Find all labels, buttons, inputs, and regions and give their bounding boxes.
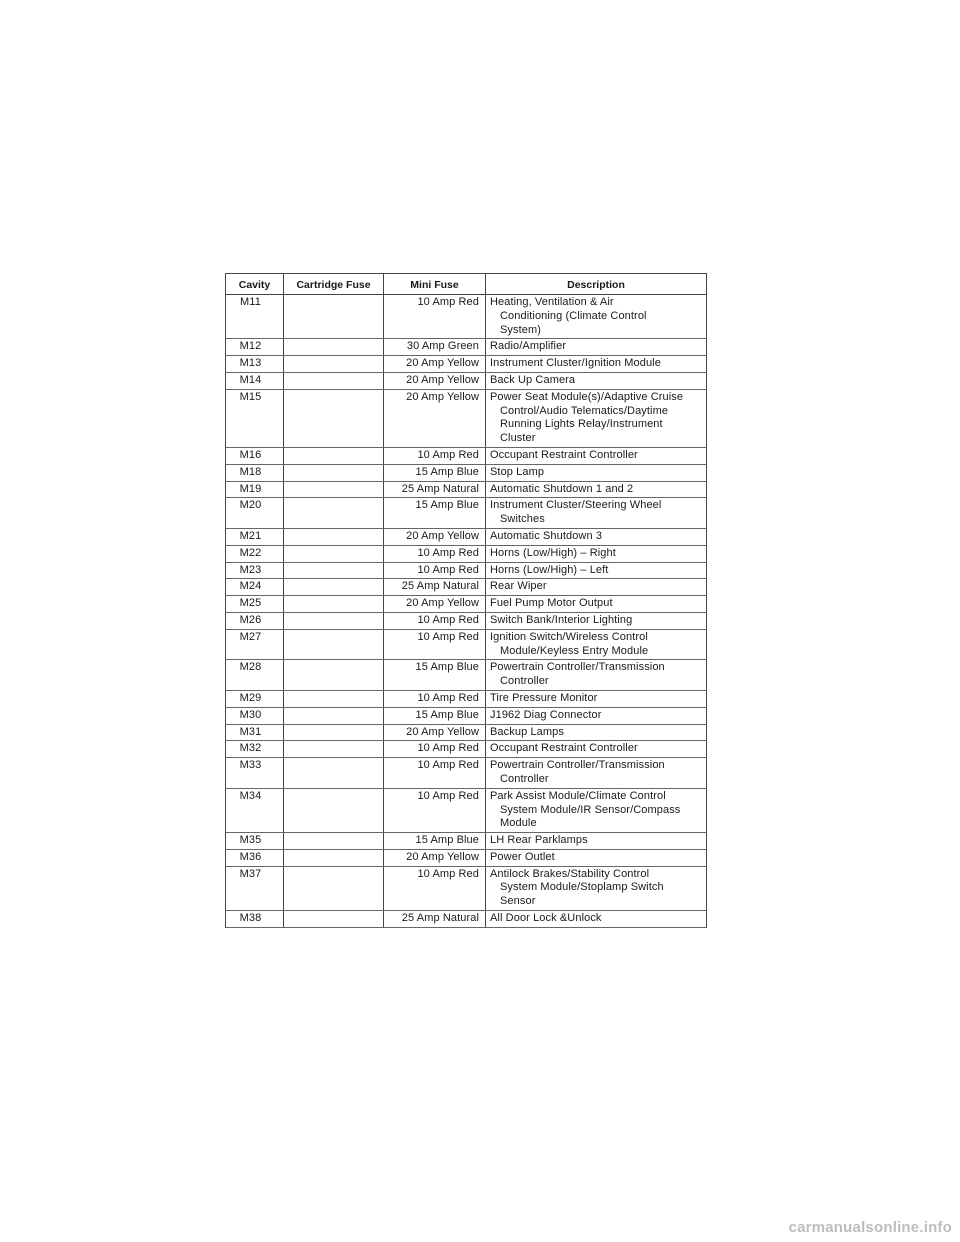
cell-description — [486, 562, 707, 579]
cell-mini-fuse: 10 Amp Red — [384, 562, 486, 579]
cell-mini-fuse: 10 Amp Red — [384, 295, 486, 339]
table-row — [226, 498, 707, 529]
table-row — [226, 481, 707, 498]
table-row — [226, 707, 707, 724]
description-line: Park Assist Module/Climate Control — [490, 789, 666, 802]
cell-mini-fuse: 20 Amp Yellow — [384, 849, 486, 866]
cell-description — [486, 911, 707, 928]
cell-cavity: M22 — [226, 545, 284, 562]
description-line: System Module/Stoplamp Switch — [500, 881, 664, 894]
description-line: Power Seat Module(s)/Adaptive Cruise — [490, 390, 684, 403]
cell-cartridge-fuse — [284, 596, 384, 613]
cell-cavity: M35 — [226, 833, 284, 850]
description-line: Control/Audio Telematics/Daytime — [500, 404, 669, 417]
description-line: Stop Lamp — [490, 465, 545, 478]
cell-cavity: M19 — [226, 481, 284, 498]
cell-cartridge-fuse — [284, 372, 384, 389]
description-line: Switches — [500, 513, 545, 526]
cell-description — [486, 788, 707, 832]
cell-mini-fuse: 15 Amp Blue — [384, 833, 486, 850]
cell-mini-fuse: 15 Amp Blue — [384, 660, 486, 691]
table-row — [226, 295, 707, 339]
cell-description — [486, 866, 707, 910]
cell-cartridge-fuse — [284, 464, 384, 481]
cell-mini-fuse: 15 Amp Blue — [384, 707, 486, 724]
cell-description — [486, 629, 707, 660]
cell-cavity: M13 — [226, 356, 284, 373]
description-line: Controller — [500, 772, 549, 785]
cell-mini-fuse: 20 Amp Yellow — [384, 372, 486, 389]
description-line: Powertrain Controller/Transmission — [490, 759, 665, 772]
cell-description — [486, 464, 707, 481]
description-line: Instrument Cluster/Ignition Module — [490, 357, 661, 370]
cell-cavity: M14 — [226, 372, 284, 389]
cell-cavity: M26 — [226, 612, 284, 629]
description-line: Switch Bank/Interior Lighting — [490, 613, 633, 626]
table-row — [226, 447, 707, 464]
cell-description — [486, 596, 707, 613]
cell-cartridge-fuse — [284, 389, 384, 447]
cell-cartridge-fuse — [284, 295, 384, 339]
cell-cartridge-fuse — [284, 562, 384, 579]
cell-cartridge-fuse — [284, 356, 384, 373]
cell-cavity: M25 — [226, 596, 284, 613]
description-line: Power Outlet — [490, 850, 555, 863]
cell-description — [486, 372, 707, 389]
watermark: carmanualsonline.info — [788, 1219, 952, 1236]
description-line: System) — [500, 323, 542, 336]
cell-description — [486, 447, 707, 464]
cell-cartridge-fuse — [284, 481, 384, 498]
table-row — [226, 389, 707, 447]
table-row — [226, 741, 707, 758]
cell-mini-fuse: 25 Amp Natural — [384, 579, 486, 596]
cell-cavity: M11 — [226, 295, 284, 339]
cell-cartridge-fuse — [284, 741, 384, 758]
table-row — [226, 758, 707, 789]
cell-cavity: M24 — [226, 579, 284, 596]
cell-cavity: M16 — [226, 447, 284, 464]
cell-cartridge-fuse — [284, 498, 384, 529]
cell-cavity: M27 — [226, 629, 284, 660]
cell-description — [486, 295, 707, 339]
table-row — [226, 612, 707, 629]
description-line: Occupant Restraint Controller — [490, 448, 638, 461]
description-line: Occupant Restraint Controller — [490, 742, 638, 755]
cell-description — [486, 481, 707, 498]
cell-cavity: M12 — [226, 339, 284, 356]
cell-cartridge-fuse — [284, 579, 384, 596]
table-row — [226, 356, 707, 373]
table-row — [226, 596, 707, 613]
description-line: Ignition Switch/Wireless Control — [490, 630, 648, 643]
cell-mini-fuse: 10 Amp Red — [384, 741, 486, 758]
description-line: Horns (Low/High) – Right — [490, 546, 616, 559]
header-description: Description — [486, 274, 707, 295]
description-line: Tire Pressure Monitor — [490, 691, 598, 704]
table-row — [226, 528, 707, 545]
cell-description — [486, 849, 707, 866]
table-header-row — [226, 274, 707, 295]
description-line: All Door Lock &Unlock — [490, 912, 602, 925]
cell-cartridge-fuse — [284, 690, 384, 707]
header-cavity: Cavity — [226, 274, 284, 295]
description-line: Radio/Amplifier — [490, 340, 567, 353]
cell-cartridge-fuse — [284, 612, 384, 629]
table-row — [226, 866, 707, 910]
cell-cartridge-fuse — [284, 528, 384, 545]
cell-mini-fuse: 20 Amp Yellow — [384, 528, 486, 545]
cell-cavity: M32 — [226, 741, 284, 758]
description-line: Antilock Brakes/Stability Control — [490, 867, 650, 880]
table-row — [226, 339, 707, 356]
cell-cartridge-fuse — [284, 866, 384, 910]
cell-cartridge-fuse — [284, 788, 384, 832]
cell-description — [486, 833, 707, 850]
description-line: Horns (Low/High) – Left — [490, 563, 609, 576]
cell-cartridge-fuse — [284, 545, 384, 562]
cell-cavity: M28 — [226, 660, 284, 691]
header-mini-fuse: Mini Fuse — [384, 274, 486, 295]
description-line: Back Up Camera — [490, 373, 576, 386]
cell-mini-fuse: 30 Amp Green — [384, 339, 486, 356]
description-line: Powertrain Controller/Transmission — [490, 661, 665, 674]
cell-cavity: M31 — [226, 724, 284, 741]
description-line: LH Rear Parklamps — [490, 834, 588, 847]
table-row — [226, 545, 707, 562]
description-line: Sensor — [500, 895, 536, 908]
cell-mini-fuse: 10 Amp Red — [384, 545, 486, 562]
cell-cavity: M36 — [226, 849, 284, 866]
cell-mini-fuse: 10 Amp Red — [384, 690, 486, 707]
cell-cavity: M21 — [226, 528, 284, 545]
cell-cavity: M15 — [226, 389, 284, 447]
cell-description — [486, 690, 707, 707]
cell-mini-fuse: 20 Amp Yellow — [384, 724, 486, 741]
description-line: Automatic Shutdown 3 — [490, 529, 603, 542]
description-line: Module — [500, 817, 537, 830]
description-line: Conditioning (Climate Control — [500, 309, 647, 322]
cell-cavity: M18 — [226, 464, 284, 481]
table-row — [226, 464, 707, 481]
cell-cavity: M23 — [226, 562, 284, 579]
description-line: Cluster — [500, 432, 536, 445]
table-row — [226, 788, 707, 832]
description-line: Module/Keyless Entry Module — [500, 644, 649, 657]
cell-mini-fuse: 25 Amp Natural — [384, 481, 486, 498]
description-line: J1962 Diag Connector — [490, 708, 602, 721]
cell-mini-fuse: 10 Amp Red — [384, 447, 486, 464]
description-line: Controller — [500, 675, 549, 688]
cell-cavity: M37 — [226, 866, 284, 910]
cell-mini-fuse: 10 Amp Red — [384, 866, 486, 910]
description-line: Instrument Cluster/Steering Wheel — [490, 499, 662, 512]
cell-description — [486, 528, 707, 545]
table-row — [226, 690, 707, 707]
cell-description — [486, 612, 707, 629]
cell-cartridge-fuse — [284, 911, 384, 928]
description-line: System Module/IR Sensor/Compass — [500, 803, 681, 816]
cell-mini-fuse: 10 Amp Red — [384, 758, 486, 789]
cell-cartridge-fuse — [284, 758, 384, 789]
cell-cavity: M30 — [226, 707, 284, 724]
cell-mini-fuse: 10 Amp Red — [384, 612, 486, 629]
table-row — [226, 833, 707, 850]
cell-cavity: M34 — [226, 788, 284, 832]
cell-description — [486, 707, 707, 724]
table-row — [226, 849, 707, 866]
header-cartridge-fuse: Cartridge Fuse — [284, 274, 384, 295]
cell-description — [486, 579, 707, 596]
cell-cartridge-fuse — [284, 339, 384, 356]
cell-cavity: M33 — [226, 758, 284, 789]
cell-description — [486, 741, 707, 758]
cell-cartridge-fuse — [284, 447, 384, 464]
cell-cartridge-fuse — [284, 833, 384, 850]
cell-description — [486, 389, 707, 447]
cell-cartridge-fuse — [284, 724, 384, 741]
cell-mini-fuse: 20 Amp Yellow — [384, 356, 486, 373]
description-line: Fuel Pump Motor Output — [490, 597, 613, 610]
table-row — [226, 911, 707, 928]
cell-cavity: M29 — [226, 690, 284, 707]
table-row — [226, 660, 707, 691]
cell-cavity: M38 — [226, 911, 284, 928]
cell-description — [486, 356, 707, 373]
cell-cartridge-fuse — [284, 707, 384, 724]
cell-description — [486, 339, 707, 356]
cell-mini-fuse: 15 Amp Blue — [384, 498, 486, 529]
table-row — [226, 724, 707, 741]
description-line: Backup Lamps — [490, 725, 564, 738]
cell-mini-fuse: 15 Amp Blue — [384, 464, 486, 481]
table-row — [226, 372, 707, 389]
description-line: Heating, Ventilation & Air — [490, 296, 614, 308]
fuse-table-container — [225, 273, 706, 928]
cell-cartridge-fuse — [284, 849, 384, 866]
table-row — [226, 579, 707, 596]
fuse-table — [225, 273, 707, 928]
cell-mini-fuse: 10 Amp Red — [384, 629, 486, 660]
cell-description — [486, 498, 707, 529]
cell-mini-fuse: 25 Amp Natural — [384, 911, 486, 928]
cell-cartridge-fuse — [284, 660, 384, 691]
cell-mini-fuse: 20 Amp Yellow — [384, 389, 486, 447]
table-row — [226, 629, 707, 660]
cell-description — [486, 724, 707, 741]
cell-description — [486, 758, 707, 789]
table-body — [226, 295, 707, 928]
cell-cartridge-fuse — [284, 629, 384, 660]
description-line: Automatic Shutdown 1 and 2 — [490, 482, 634, 495]
cell-description — [486, 545, 707, 562]
description-line: Running Lights Relay/Instrument — [500, 418, 663, 431]
cell-cavity: M20 — [226, 498, 284, 529]
cell-description — [486, 660, 707, 691]
description-line: Rear Wiper — [490, 580, 547, 593]
cell-mini-fuse: 10 Amp Red — [384, 788, 486, 832]
table-row — [226, 562, 707, 579]
cell-mini-fuse: 20 Amp Yellow — [384, 596, 486, 613]
